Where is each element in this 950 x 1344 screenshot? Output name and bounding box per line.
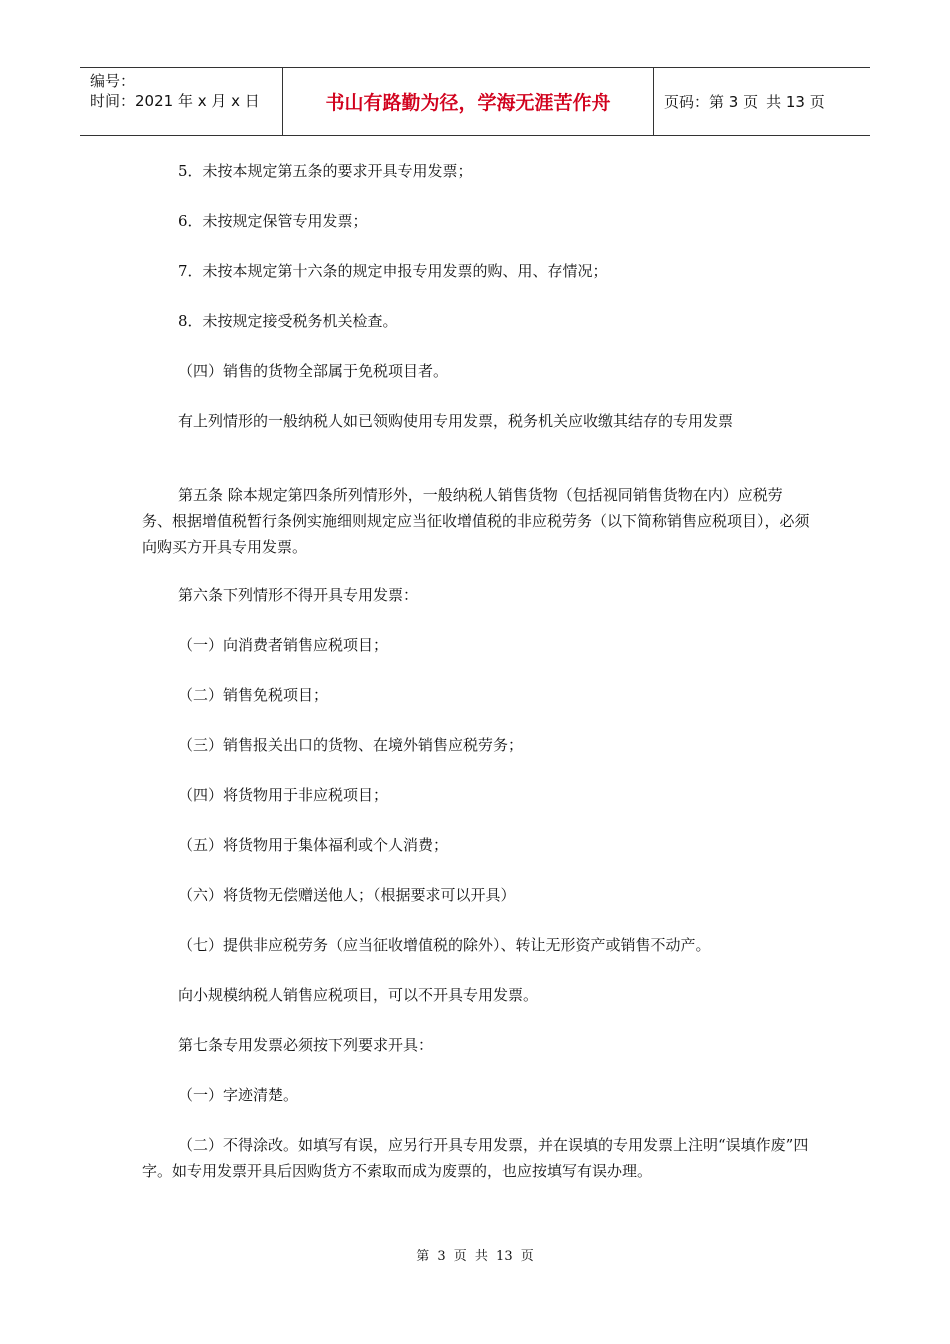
paragraph: （四）将货物用于非应税项目； bbox=[178, 786, 389, 804]
page-footer: 第 3 页 共 13 页 bbox=[416, 1249, 534, 1264]
paragraph: （二）销售免税项目； bbox=[178, 686, 329, 704]
paragraph: 6．未按规定保管专用发票； bbox=[178, 212, 368, 230]
header-page-number: 页码：第 3 页 bbox=[664, 93, 759, 111]
paragraph: 7．未按本规定第十六条的规定申报专用发票的购、用、存情况； bbox=[178, 262, 608, 280]
paragraph: （三）销售报关出口的货物、在境外销售应税劳务； bbox=[178, 736, 524, 754]
paragraph: （六）将货物无偿赠送他人；（根据要求可以开具） bbox=[178, 886, 516, 904]
paragraph: 有上列情形的一般纳税人如已领购使用专用发票，税务机关应收缴其结存的专用发票 bbox=[178, 412, 734, 430]
paragraph: （一）向消费者销售应税项目； bbox=[178, 636, 389, 654]
paragraph: 第七条专用发票必须按下列要求开具： bbox=[178, 1036, 434, 1054]
paragraph: 第六条下列情形不得开具专用发票： bbox=[178, 586, 419, 604]
paragraph: 向小规模纳税人销售应税项目，可以不开具专用发票。 bbox=[178, 986, 539, 1004]
paragraph: （五）将货物用于集体福利或个人消费； bbox=[178, 836, 449, 854]
paragraph: 5．未按本规定第五条的要求开具专用发票； bbox=[178, 162, 473, 180]
paragraph: （四）销售的货物全部属于免税项目者。 bbox=[178, 362, 449, 380]
header-page-info bbox=[654, 68, 870, 135]
header-motto: 书山有路勤为径，学海无涯苦作舟 bbox=[282, 68, 654, 135]
header-meta bbox=[80, 68, 282, 135]
header-page-total: 共 13 页 bbox=[766, 93, 825, 111]
document-number-label: 编号： bbox=[90, 72, 136, 90]
paragraph: （二）不得涂改。如填写有误，应另行开具专用发票，并在误填的专用发票上注明“误填作废”四字。如专用发票开具后因购货方不索取而成为废票的，也应按填写有误办理。 bbox=[142, 1136, 809, 1180]
document-date: 时间：2021 年 x 月 x 日 bbox=[90, 92, 260, 110]
paragraph: （一）字迹清楚。 bbox=[178, 1086, 299, 1104]
paragraph: 第五条 除本规定第四条所列情形外，一般纳税人销售货物（包括视同销售货物在内）应税劳务、根据增值税暂行条例实施细则规定应当征收增值税的非应税劳务（以下简称销售应税项目），必须向购买方开具专用发票。 bbox=[142, 486, 810, 556]
paragraph: （七）提供非应税劳务（应当征收增值税的除外）、转让无形资产或销售不动产。 bbox=[178, 936, 711, 954]
paragraph: 8．未按规定接受税务机关检查。 bbox=[178, 312, 398, 330]
page-header bbox=[80, 67, 870, 136]
